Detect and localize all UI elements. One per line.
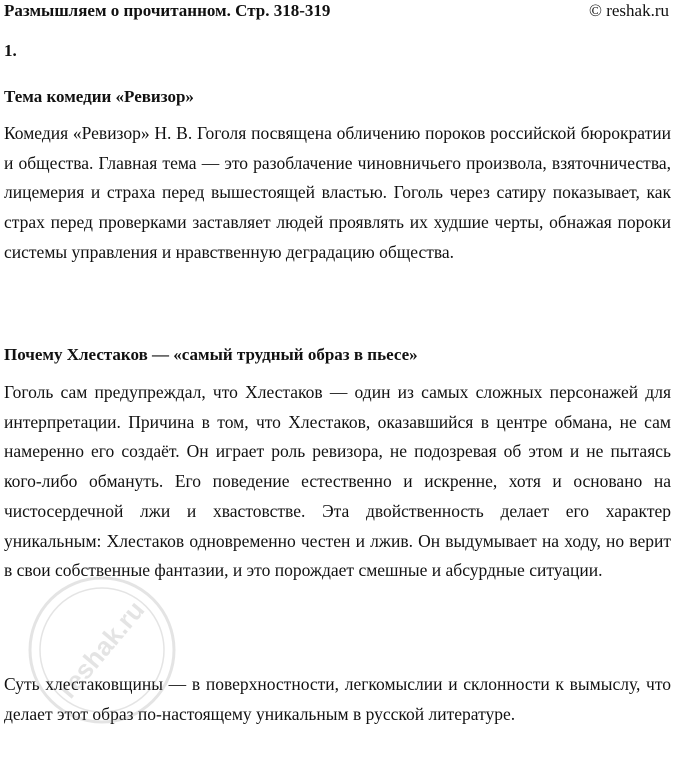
copyright-label: © reshak.ru <box>589 1 669 20</box>
section-heading-theme: Тема комедии «Ревизор» <box>4 87 194 106</box>
paragraph-theme: Комедия «Ревизор» Н. В. Гоголя посвящена обличению пороков российской бюрократии и общества. Главная тема — это разоблачение чиновничьего произвола, взяточничества, лицемерия и страха перед вышестоящей властью. Гоголь через сатиру показывает, как страх перед проверками заставляет людей проявлять их худшие черты, обнажая пороки системы управления и нравственную деградацию общества. <box>4 123 671 262</box>
section-heading-khlestakov: Почему Хлестаков — «самый трудный образ в пьесе» <box>4 345 418 364</box>
page-title: Размышляем о прочитанном. Стр. 318-319 <box>4 1 331 20</box>
paragraph-khlestakovshchina: Суть хлестаковщины — в поверхностности, легкомыслии и склонности к вымыслу, что делает этот образ по-настоящему уникальным в русской литературе. <box>4 674 671 724</box>
paragraph-khlestakov: Гоголь сам предупреждал, что Хлестаков — один из самых сложных персонажей для интерпретации. Причина в том, что Хлестаков, оказавшийся в центре обмана, не сам намеренно его создаёт. Он играет роль ревизора, не подозревая об этом и не пытаясь кого-либо обмануть. Его поведение естественно и искренне, хотя и основано на чистосердечной лжи и хвастовстве. Эта двойственность делает его характер уникальным: Хлестаков одновременно честен и лжив. Он выдумывает на ходу, но верит в свои собственные фантазии, и это порождает смешные и абсурдные ситуации. <box>4 382 671 581</box>
watermark-text: reshak.ru <box>52 594 151 704</box>
task-number: 1. <box>4 41 17 60</box>
